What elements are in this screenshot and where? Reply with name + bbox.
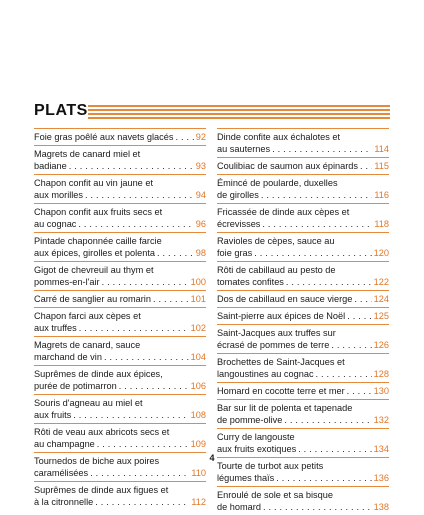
toc-entry-page: 102 xyxy=(190,323,206,333)
toc-entry-text: au champagne xyxy=(34,439,95,449)
toc-entry xyxy=(217,157,389,174)
dot-leader xyxy=(78,218,193,230)
toc-entry-text: Enroulé de sole et sa bisque xyxy=(217,490,333,500)
toc-entry-page: 118 xyxy=(374,219,389,229)
toc-entry-page: 98 xyxy=(195,248,206,258)
toc-entry-page: 124 xyxy=(373,294,389,304)
dot-leader xyxy=(261,189,372,201)
toc-entry-text: Rôti de cabillaud au pesto de xyxy=(217,265,336,275)
toc-entry-text: écrasé de pommes de terre xyxy=(217,340,330,350)
toc-entry xyxy=(34,394,206,423)
toc-entry-text: aux fruits exotiques xyxy=(217,444,297,454)
toc-entry-page: 100 xyxy=(190,277,206,287)
dot-leader xyxy=(347,310,371,322)
dot-leader xyxy=(354,293,371,305)
toc-entry-text: de homard xyxy=(217,502,261,512)
toc-entry xyxy=(34,174,206,203)
toc-entry xyxy=(217,261,389,290)
dot-leader xyxy=(85,189,194,201)
dot-leader xyxy=(272,143,372,155)
toc-entry-text: Magrets de canard, sauce xyxy=(34,340,141,350)
toc-entry-page: 106 xyxy=(190,381,206,391)
toc-entry xyxy=(34,128,206,145)
toc-entry-text: de pomme-olive xyxy=(217,415,283,425)
toc-entry-text: aux morilles xyxy=(34,190,84,200)
toc-entry xyxy=(217,353,389,382)
toc-entry xyxy=(34,307,206,336)
toc-entry-page: 134 xyxy=(373,444,389,454)
toc-entry xyxy=(34,481,206,510)
toc-entry-text: Chapon farci aux cèpes et xyxy=(34,311,141,321)
toc-entry-text: de girolles xyxy=(217,190,259,200)
toc-entry xyxy=(217,174,389,203)
toc-entry-page: 108 xyxy=(190,410,206,420)
page-number: 4 xyxy=(209,453,215,463)
toc-entry-page: 96 xyxy=(195,219,206,229)
section-header xyxy=(34,104,390,120)
toc-entry-text: au sauternes xyxy=(217,144,271,154)
toc-entry-text: à la citronnelle xyxy=(34,497,94,507)
dot-leader xyxy=(119,380,189,392)
toc-entry-text: Coulibiac de saumon aux épinards xyxy=(217,161,358,171)
toc-entry-page: 120 xyxy=(373,248,389,258)
toc-entry xyxy=(217,232,389,261)
dot-leader xyxy=(104,351,189,363)
toc-entry-page: 101 xyxy=(190,294,206,304)
toc-entry xyxy=(217,290,389,307)
section-title: PLATS xyxy=(34,102,88,119)
header-stripes xyxy=(88,105,390,120)
toc-entry-text: Rôti de veau aux abricots secs et xyxy=(34,427,170,437)
toc-entry-text: Dos de cabillaud en sauce vierge xyxy=(217,294,353,304)
toc-entry xyxy=(34,423,206,452)
toc-entry-page: 122 xyxy=(373,277,389,287)
dot-leader xyxy=(79,322,189,334)
dot-leader xyxy=(90,467,189,479)
toc-entry-page: 94 xyxy=(195,190,206,200)
toc-entry-text: Saint-pierre aux épices de Noël xyxy=(217,311,346,321)
toc-entry-page: 132 xyxy=(373,415,389,425)
toc-entry-text: Ravioles de cèpes, sauce au xyxy=(217,236,335,246)
toc-entry-page: 130 xyxy=(373,386,389,396)
dot-leader xyxy=(286,276,372,288)
toc-entry-text: badiane xyxy=(34,161,67,171)
toc-entry-text: Bar sur lit de polenta et tapenade xyxy=(217,403,353,413)
toc-entry-text: écrevisses xyxy=(217,219,261,229)
toc-entry-text: purée de potimarron xyxy=(34,381,117,391)
toc-entry-page: 92 xyxy=(195,132,206,142)
toc-entry-text: foie gras xyxy=(217,248,253,258)
dot-leader xyxy=(97,438,189,450)
toc-entry xyxy=(34,290,206,307)
dot-leader xyxy=(102,276,189,288)
dot-leader xyxy=(331,339,371,351)
dot-leader xyxy=(276,472,371,484)
toc-entry xyxy=(217,128,389,157)
toc-entry xyxy=(217,324,389,353)
toc-entry-text: marchand de vin xyxy=(34,352,102,362)
toc-entry-text: Tourte de turbot aux petits xyxy=(217,461,324,471)
toc-entry-page: 112 xyxy=(191,497,206,507)
toc-entry xyxy=(34,365,206,394)
toc-entry-text: légumes thaïs xyxy=(217,473,275,483)
dot-leader xyxy=(73,409,188,421)
dot-leader xyxy=(347,385,372,397)
toc-entry xyxy=(217,203,389,232)
toc-entry xyxy=(217,307,389,324)
toc-entry-text: Tournedos de biche aux poires xyxy=(34,456,160,466)
toc-entry-page: 128 xyxy=(373,369,389,379)
toc-entry-text: aux fruits xyxy=(34,410,72,420)
toc-entry-text: Homard en cocotte terre et mer xyxy=(217,386,345,396)
toc-entry xyxy=(34,203,206,232)
toc-entry xyxy=(34,232,206,261)
toc-entry-text: Magrets de canard miel et xyxy=(34,149,141,159)
toc-entry-page: 138 xyxy=(373,502,389,512)
toc-entry-text: Chapon confit aux fruits secs et xyxy=(34,207,163,217)
toc-entry-page: 114 xyxy=(374,144,389,154)
toc-entry-text: Suprêmes de dinde aux épices, xyxy=(34,369,163,379)
toc-entry-text: Suprêmes de dinde aux figues et xyxy=(34,485,169,495)
dot-leader xyxy=(95,496,189,508)
toc-entry-text: Souris d'agneau au miel et xyxy=(34,398,143,408)
toc-entry-page: 110 xyxy=(191,468,206,478)
toc-entry-text: Pintade chaponnée caille farcie xyxy=(34,236,162,246)
toc-entry xyxy=(217,399,389,428)
toc-entry-page: 104 xyxy=(190,352,206,362)
toc-entry-text: Brochettes de Saint-Jacques et xyxy=(217,357,345,367)
toc-entry-text: au cognac xyxy=(34,219,77,229)
toc-entry xyxy=(34,336,206,365)
toc-entry-page: 93 xyxy=(195,161,206,171)
toc-entry-text: Foie gras poêlé aux navets glacés xyxy=(34,132,174,142)
toc-entry-page: 109 xyxy=(190,439,206,449)
toc-entry-text: langoustines au cognac xyxy=(217,369,314,379)
toc-entry-text: Dinde confite aux échalotes et xyxy=(217,132,341,142)
toc-entry-text: aux truffes xyxy=(34,323,77,333)
toc-entry-text: caramélisées xyxy=(34,468,89,478)
toc-entry-text: pommes-en-l'air xyxy=(34,277,100,287)
dot-leader xyxy=(69,160,194,172)
toc-entry-text: aux épices, girolles et polenta xyxy=(34,248,156,258)
toc-entry-text: Gigot de chevreuil au thym et xyxy=(34,265,154,275)
toc-entry-text: Fricassée de dinde aux cèpes et xyxy=(217,207,350,217)
toc-entry-text: Curry de langouste xyxy=(217,432,295,442)
toc-entry xyxy=(34,261,206,290)
toc-entry-text: tomates confites xyxy=(217,277,284,287)
dot-leader xyxy=(262,218,372,230)
dot-leader xyxy=(175,131,193,143)
toc-entry-page: 125 xyxy=(373,311,389,321)
toc-entry-page: 115 xyxy=(374,161,389,171)
toc-entry-text: Saint-Jacques aux truffes sur xyxy=(217,328,336,338)
dot-leader xyxy=(284,414,371,426)
toc-entry-text: Chapon confit au vin jaune et xyxy=(34,178,154,188)
dot-leader xyxy=(316,368,372,380)
toc-entry-page: 126 xyxy=(373,340,389,350)
dot-leader xyxy=(263,501,372,513)
toc-entry-page: 116 xyxy=(374,190,389,200)
dot-leader xyxy=(157,247,194,259)
dot-leader xyxy=(153,293,189,305)
toc-entry xyxy=(217,382,389,399)
toc-entry-text: Émincé de poularde, duxelles xyxy=(217,178,338,188)
toc-entry-text: Carré de sanglier au romarin xyxy=(34,294,151,304)
toc-entry xyxy=(34,145,206,174)
toc-entry xyxy=(217,486,389,515)
toc-entry-page: 136 xyxy=(373,473,389,483)
dot-leader xyxy=(360,160,372,172)
dot-leader xyxy=(254,247,371,259)
